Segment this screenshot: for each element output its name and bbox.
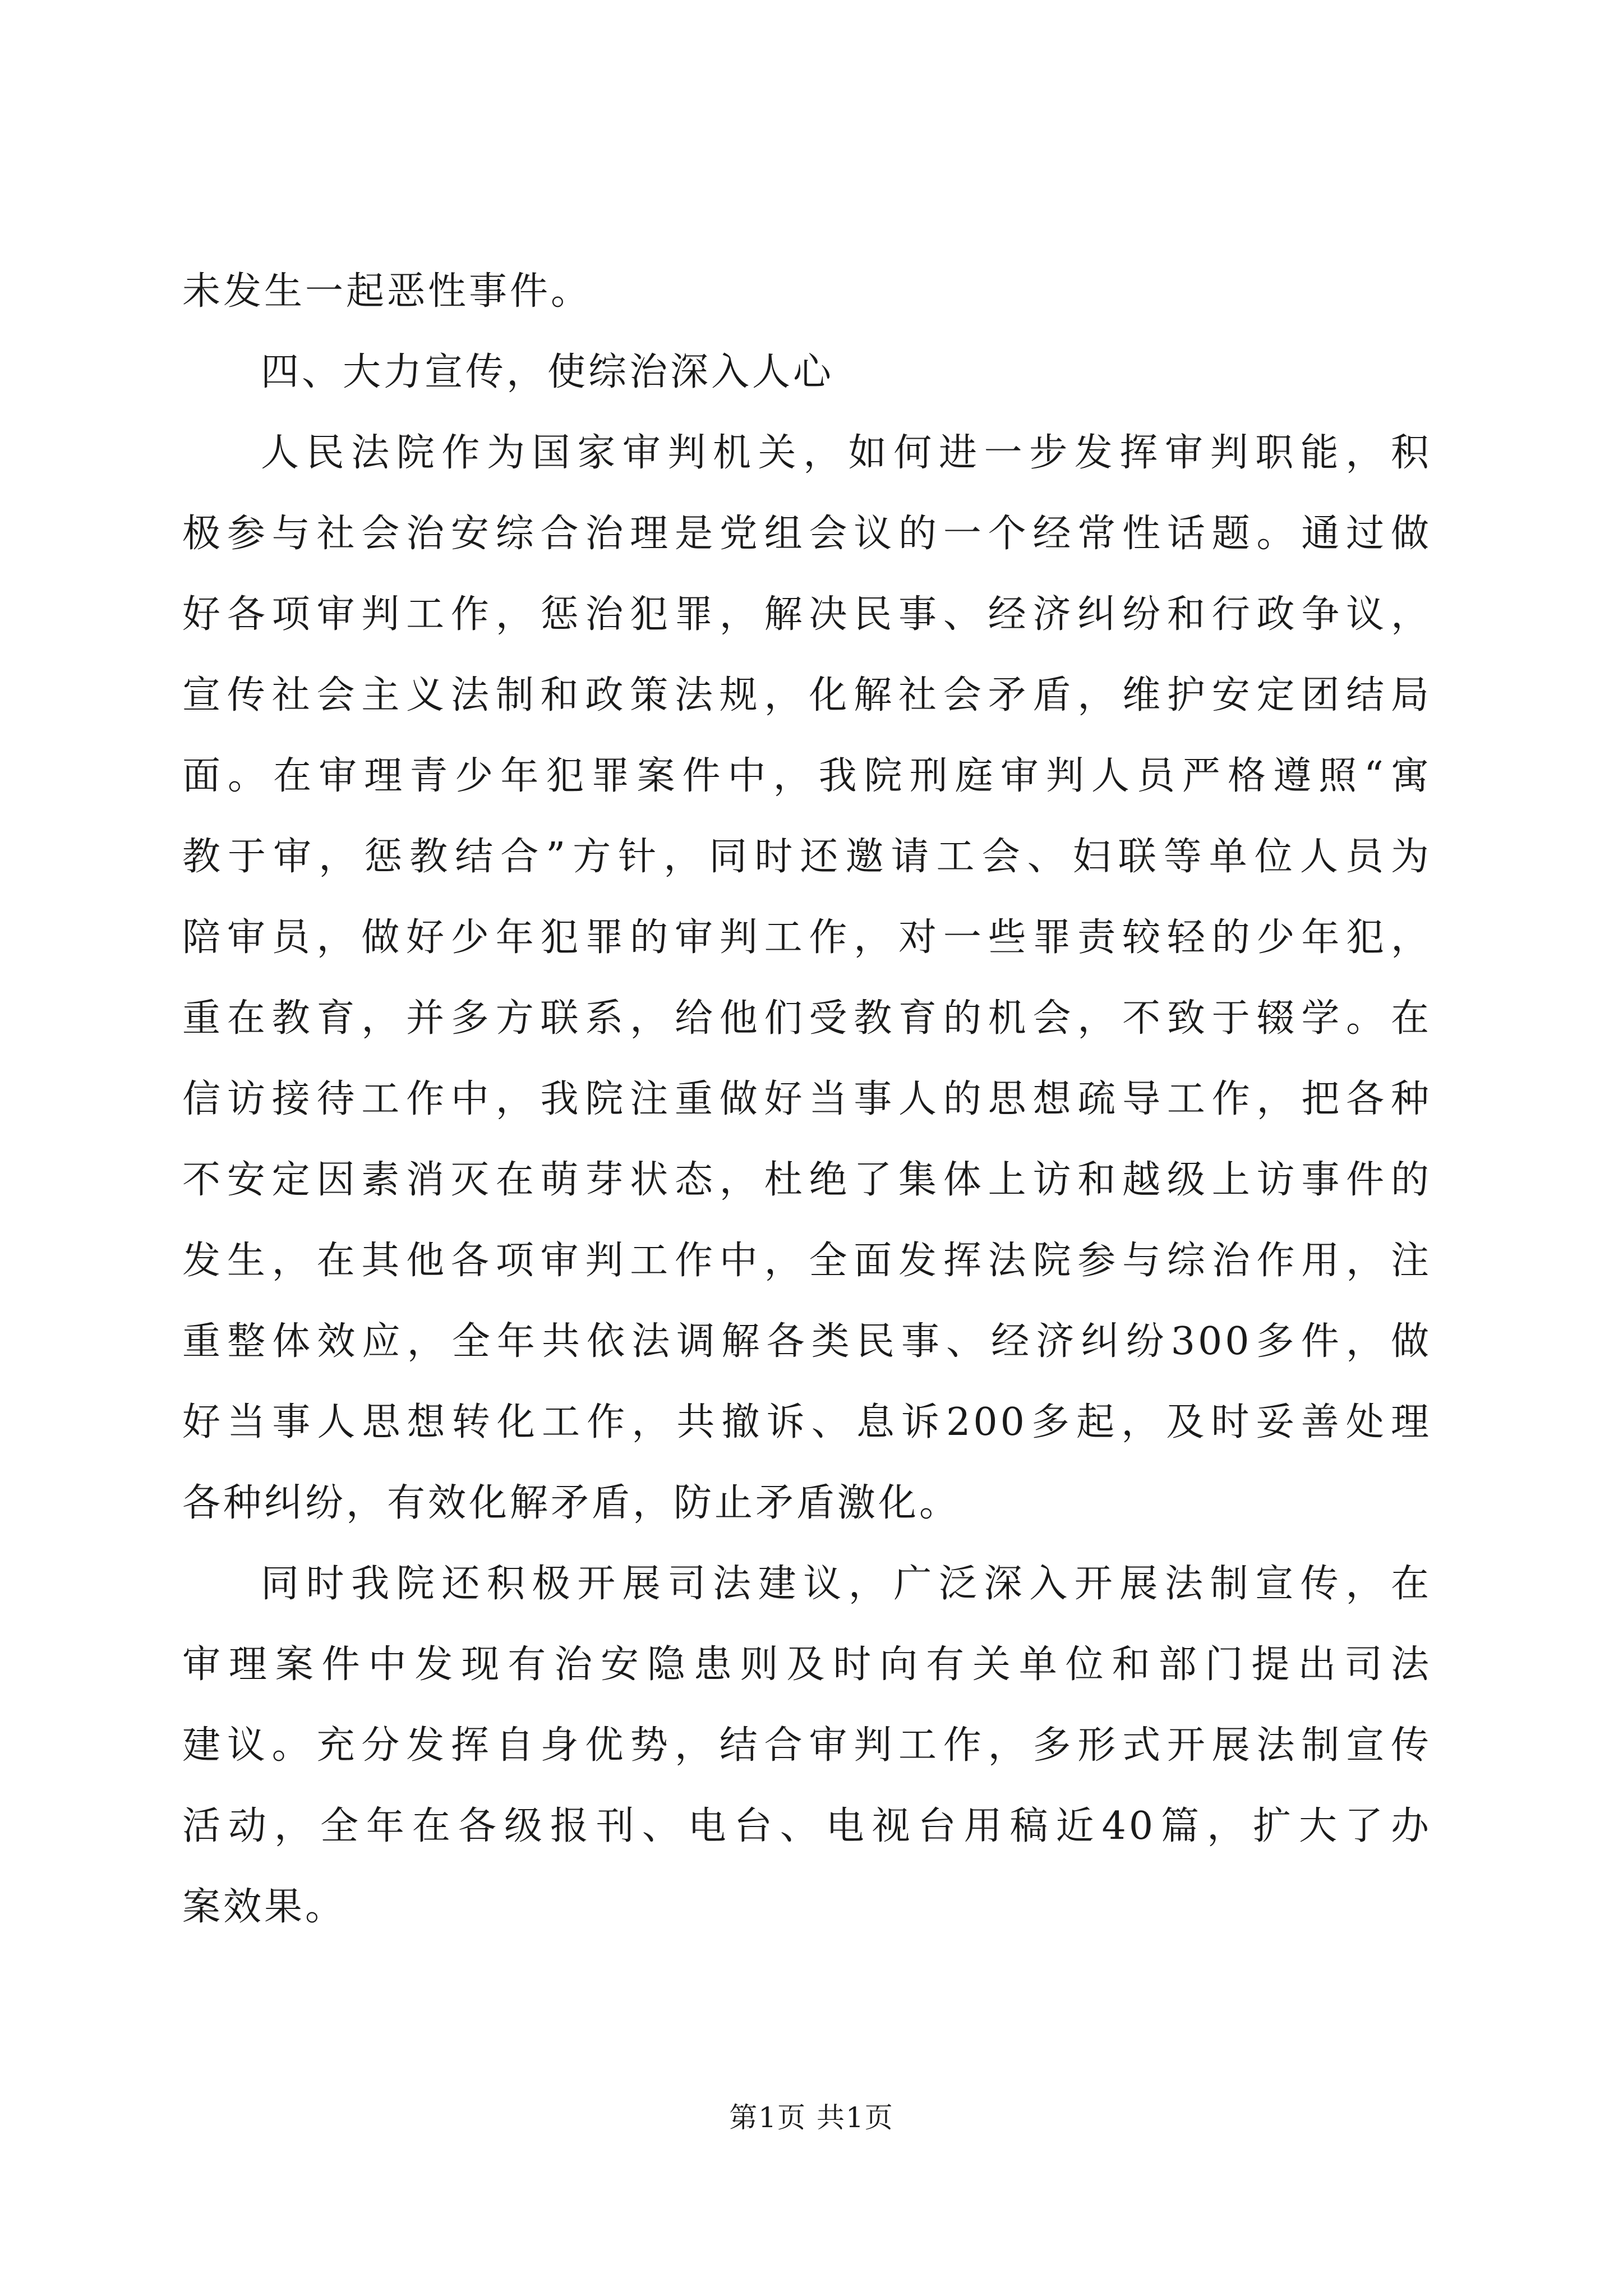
- text-line: 建议。充分发挥自身优势，结合审判工作，多形式开展法制宣传: [182, 1723, 1432, 1768]
- text-line: 发生，在其他各项审判工作中，全面发挥法院参与综治作用，注: [182, 1239, 1432, 1283]
- text-line: 未发生一起恶性事件。: [182, 269, 592, 314]
- text-line: 案效果。: [182, 1885, 347, 1929]
- text-line: 不安定因素消灭在萌芽状态，杜绝了集体上访和越级上访事件的: [182, 1158, 1432, 1202]
- text-line: 各种纠纷，有效化解矛盾，防止矛盾激化。: [182, 1481, 961, 1525]
- page-footer: 第1页 共1页: [729, 2101, 894, 2134]
- text-line: 宣传社会主义法制和政策法规，化解社会矛盾，维护安定团结局: [182, 673, 1432, 717]
- text-line: 好各项审判工作，惩治犯罪，解决民事、经济纠纷和行政争议，: [182, 592, 1432, 637]
- text-line: 重在教育，并多方联系，给他们受教育的机会，不致于辍学。在: [182, 996, 1432, 1041]
- text-line: 人民法院作为国家审判机关，如何进一步发挥审判职能，积: [261, 431, 1432, 475]
- text-line: 审理案件中发现有治安隐患则及时向有关单位和部门提出司法: [182, 1642, 1432, 1687]
- document-body: [182, 251, 1432, 1948]
- text-line: 同时我院还积极开展司法建议，广泛深入开展法制宣传，在: [261, 1562, 1432, 1606]
- text-line: 活动，全年在各级报刊、电台、电视台用稿近40篇，扩大了办: [182, 1804, 1432, 1848]
- text-line: 重整体效应，全年共依法调解各类民事、经济纠纷300多件，做: [182, 1319, 1432, 1364]
- text-line: 信访接待工作中，我院注重做好当事人的思想疏导工作，把各种: [182, 1077, 1432, 1121]
- section-heading: 四、大力宣传，使综治深入人心: [261, 350, 834, 394]
- text-line: 好当事人思想转化工作，共撤诉、息诉200多起，及时妥善处理: [182, 1400, 1432, 1444]
- text-line: 陪审员，做好少年犯罪的审判工作，对一些罪责较轻的少年犯，: [182, 915, 1432, 960]
- text-line: 面。在审理青少年犯罪案件中，我院刑庭审判人员严格遵照“寓: [182, 754, 1432, 798]
- text-line: 极参与社会治安综合治理是党组会议的一个经常性话题。通过做: [182, 512, 1432, 556]
- text-line: 教于审，惩教结合”方针，同时还邀请工会、妇联等单位人员为: [182, 835, 1432, 879]
